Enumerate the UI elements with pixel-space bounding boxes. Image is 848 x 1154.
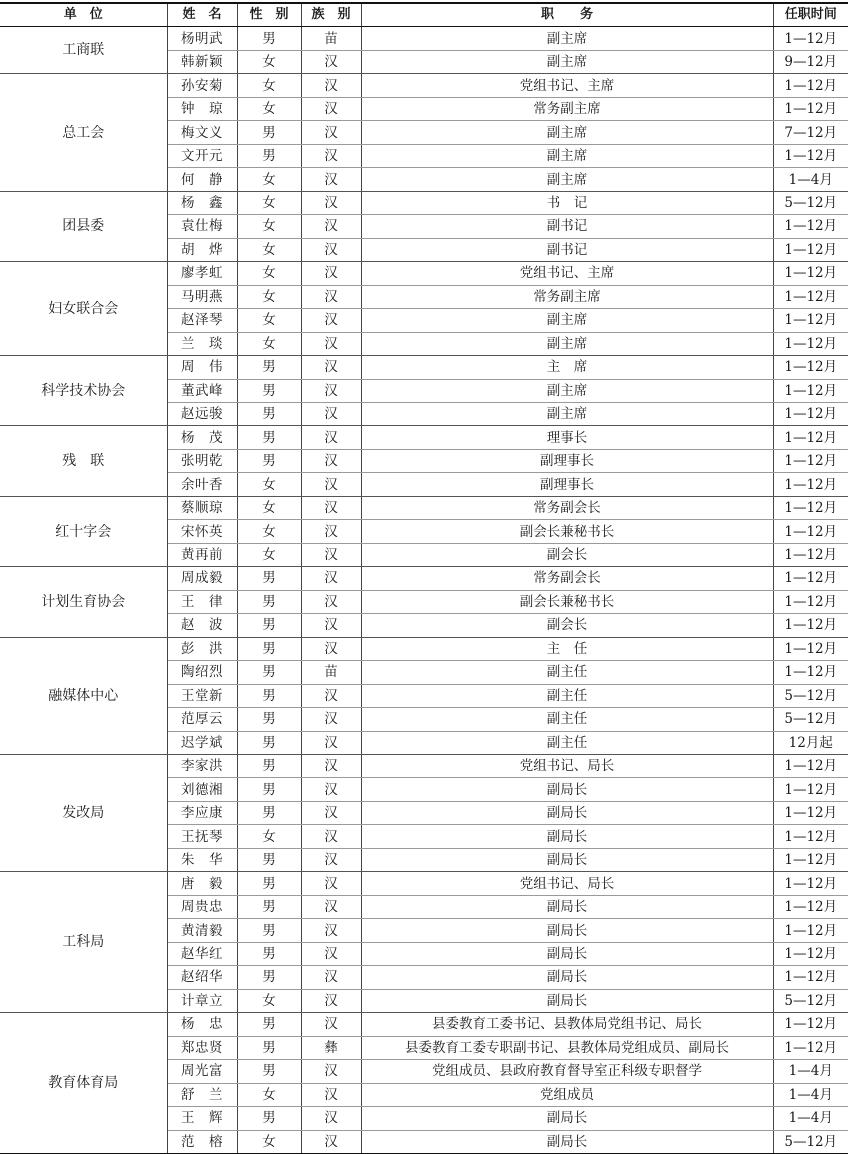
cell-position: 党组成员、县政府教育督导室正科级专职督学 [361, 1060, 773, 1083]
cell-unit: 红十字会 [0, 496, 167, 566]
cell-gender: 男 [237, 942, 301, 965]
cell-ethnicity: 汉 [301, 731, 361, 754]
cell-name: 韩新颖 [167, 50, 237, 73]
cell-term: 1—12月 [773, 637, 848, 660]
cell-term: 1—12月 [773, 1013, 848, 1036]
cell-ethnicity: 汉 [301, 496, 361, 519]
table-row [0, 27, 848, 50]
cell-name: 余叶香 [167, 473, 237, 496]
cell-position: 副局长 [361, 778, 773, 801]
cell-name: 周光富 [167, 1060, 237, 1083]
cell-gender: 男 [237, 402, 301, 425]
cell-position: 副主任 [361, 731, 773, 754]
cell-term: 1—12月 [773, 262, 848, 285]
cell-ethnicity: 汉 [301, 708, 361, 731]
cell-name: 王抚琴 [167, 825, 237, 848]
cell-ethnicity: 汉 [301, 684, 361, 707]
cell-name: 李应康 [167, 801, 237, 824]
cell-ethnicity: 汉 [301, 402, 361, 425]
cell-position: 副会长兼秘书长 [361, 590, 773, 613]
cell-ethnicity: 汉 [301, 215, 361, 238]
cell-ethnicity: 汉 [301, 778, 361, 801]
cell-name: 蔡顺琼 [167, 496, 237, 519]
cell-position: 副理事长 [361, 473, 773, 496]
cell-name: 陶绍烈 [167, 661, 237, 684]
cell-position: 副主席 [361, 144, 773, 167]
cell-name: 钟 琼 [167, 97, 237, 120]
cell-unit: 发改局 [0, 755, 167, 872]
cell-name: 范 榕 [167, 1130, 237, 1153]
header-unit: 单 位 [0, 3, 167, 27]
cell-ethnicity: 汉 [301, 379, 361, 402]
cell-term: 1—12月 [773, 74, 848, 97]
cell-ethnicity: 汉 [301, 332, 361, 355]
cell-ethnicity: 汉 [301, 590, 361, 613]
cell-gender: 男 [237, 1060, 301, 1083]
cell-term: 5—12月 [773, 684, 848, 707]
cell-gender: 男 [237, 27, 301, 50]
table-row [0, 496, 848, 519]
cell-ethnicity: 汉 [301, 567, 361, 590]
cell-ethnicity: 汉 [301, 520, 361, 543]
cell-position: 主 席 [361, 356, 773, 379]
cell-unit: 科学技术协会 [0, 356, 167, 426]
cell-term: 1—12月 [773, 238, 848, 261]
cell-name: 刘德湘 [167, 778, 237, 801]
cell-ethnicity: 汉 [301, 801, 361, 824]
cell-name: 赵 波 [167, 614, 237, 637]
cell-term: 1—12月 [773, 848, 848, 871]
personnel-table [0, 2, 848, 1154]
table-row [0, 872, 848, 895]
cell-position: 副书记 [361, 238, 773, 261]
cell-position: 常务副主席 [361, 285, 773, 308]
cell-name: 计章立 [167, 989, 237, 1012]
cell-ethnicity: 汉 [301, 989, 361, 1012]
cell-gender: 女 [237, 285, 301, 308]
cell-gender: 男 [237, 872, 301, 895]
cell-ethnicity: 汉 [301, 1013, 361, 1036]
cell-name: 赵远骏 [167, 402, 237, 425]
cell-position: 副主任 [361, 661, 773, 684]
cell-position: 副局长 [361, 1107, 773, 1130]
cell-gender: 女 [237, 215, 301, 238]
cell-ethnicity: 汉 [301, 262, 361, 285]
cell-name: 赵华红 [167, 942, 237, 965]
cell-name: 王堂新 [167, 684, 237, 707]
cell-position: 党组书记、主席 [361, 262, 773, 285]
cell-name: 张明乾 [167, 449, 237, 472]
cell-gender: 女 [237, 543, 301, 566]
cell-name: 朱 华 [167, 848, 237, 871]
cell-name: 黄再前 [167, 543, 237, 566]
cell-ethnicity: 汉 [301, 426, 361, 449]
cell-gender: 男 [237, 684, 301, 707]
cell-gender: 男 [237, 661, 301, 684]
cell-position: 副主席 [361, 168, 773, 191]
cell-ethnicity: 汉 [301, 238, 361, 261]
cell-name: 胡 烨 [167, 238, 237, 261]
cell-ethnicity: 彝 [301, 1036, 361, 1059]
cell-name: 王 律 [167, 590, 237, 613]
cell-position: 副主席 [361, 332, 773, 355]
cell-unit: 工商联 [0, 27, 167, 74]
cell-ethnicity: 汉 [301, 144, 361, 167]
cell-gender: 男 [237, 708, 301, 731]
cell-position: 副局长 [361, 848, 773, 871]
cell-gender: 男 [237, 144, 301, 167]
cell-name: 舒 兰 [167, 1083, 237, 1106]
cell-ethnicity: 苗 [301, 661, 361, 684]
cell-term: 7—12月 [773, 121, 848, 144]
table-row [0, 637, 848, 660]
cell-gender: 女 [237, 262, 301, 285]
cell-position: 副局长 [361, 942, 773, 965]
cell-ethnicity: 汉 [301, 966, 361, 989]
cell-gender: 女 [237, 309, 301, 332]
table-row [0, 74, 848, 97]
cell-name: 宋怀英 [167, 520, 237, 543]
cell-ethnicity: 苗 [301, 27, 361, 50]
cell-term: 1—12月 [773, 379, 848, 402]
cell-position: 副局长 [361, 919, 773, 942]
cell-term: 1—12月 [773, 895, 848, 918]
cell-term: 1—12月 [773, 402, 848, 425]
cell-name: 范厚云 [167, 708, 237, 731]
header-position: 职 务 [361, 3, 773, 27]
cell-unit: 总工会 [0, 74, 167, 191]
cell-gender: 女 [237, 332, 301, 355]
cell-position: 副主席 [361, 50, 773, 73]
cell-position: 副局长 [361, 966, 773, 989]
cell-position: 副会长 [361, 543, 773, 566]
cell-unit: 融媒体中心 [0, 637, 167, 754]
cell-gender: 男 [237, 731, 301, 754]
cell-name: 何 静 [167, 168, 237, 191]
cell-position: 常务副主席 [361, 97, 773, 120]
cell-position: 副主席 [361, 402, 773, 425]
cell-ethnicity: 汉 [301, 121, 361, 144]
cell-ethnicity: 汉 [301, 473, 361, 496]
cell-name: 廖孝虹 [167, 262, 237, 285]
table-row [0, 426, 848, 449]
cell-term: 1—12月 [773, 825, 848, 848]
table-row [0, 1013, 848, 1036]
table-body [0, 27, 848, 1154]
cell-gender: 男 [237, 426, 301, 449]
table-row [0, 567, 848, 590]
cell-ethnicity: 汉 [301, 50, 361, 73]
cell-term: 1—12月 [773, 27, 848, 50]
cell-position: 县委教育工委专职副书记、县教体局党组成员、副局长 [361, 1036, 773, 1059]
cell-name: 兰 琰 [167, 332, 237, 355]
cell-term: 1—12月 [773, 661, 848, 684]
cell-term: 1—12月 [773, 614, 848, 637]
cell-unit: 残 联 [0, 426, 167, 496]
cell-position: 书 记 [361, 191, 773, 214]
cell-name: 李家洪 [167, 755, 237, 778]
cell-term: 1—4月 [773, 1083, 848, 1106]
cell-term: 1—12月 [773, 543, 848, 566]
cell-position: 县委教育工委书记、县教体局党组书记、局长 [361, 1013, 773, 1036]
header-term: 任职时间 [773, 3, 848, 27]
cell-term: 1—4月 [773, 1060, 848, 1083]
cell-term: 1—12月 [773, 942, 848, 965]
cell-term: 5—12月 [773, 1130, 848, 1153]
cell-ethnicity: 汉 [301, 1130, 361, 1153]
cell-gender: 女 [237, 1130, 301, 1153]
cell-ethnicity: 汉 [301, 449, 361, 472]
cell-term: 1—12月 [773, 215, 848, 238]
cell-term: 1—12月 [773, 332, 848, 355]
header-row [0, 3, 848, 27]
cell-unit: 教育体育局 [0, 1013, 167, 1154]
cell-name: 孙安菊 [167, 74, 237, 97]
cell-gender: 男 [237, 848, 301, 871]
cell-gender: 男 [237, 590, 301, 613]
cell-ethnicity: 汉 [301, 848, 361, 871]
cell-gender: 男 [237, 801, 301, 824]
cell-ethnicity: 汉 [301, 614, 361, 637]
cell-ethnicity: 汉 [301, 74, 361, 97]
cell-ethnicity: 汉 [301, 872, 361, 895]
cell-ethnicity: 汉 [301, 1060, 361, 1083]
cell-ethnicity: 汉 [301, 919, 361, 942]
cell-position: 党组书记、局长 [361, 872, 773, 895]
cell-position: 副主席 [361, 309, 773, 332]
cell-ethnicity: 汉 [301, 543, 361, 566]
cell-term: 1—12月 [773, 919, 848, 942]
cell-term: 5—12月 [773, 708, 848, 731]
table-header [0, 3, 848, 27]
cell-position: 副局长 [361, 801, 773, 824]
cell-gender: 男 [237, 379, 301, 402]
cell-gender: 男 [237, 567, 301, 590]
cell-term: 9—12月 [773, 50, 848, 73]
cell-term: 1—12月 [773, 473, 848, 496]
cell-position: 副局长 [361, 895, 773, 918]
cell-position: 党组成员 [361, 1083, 773, 1106]
cell-gender: 男 [237, 966, 301, 989]
cell-gender: 女 [237, 473, 301, 496]
cell-position: 副局长 [361, 1130, 773, 1153]
cell-gender: 女 [237, 97, 301, 120]
cell-term: 1—12月 [773, 590, 848, 613]
cell-ethnicity: 汉 [301, 755, 361, 778]
cell-term: 1—4月 [773, 168, 848, 191]
cell-unit: 计划生育协会 [0, 567, 167, 637]
cell-gender: 女 [237, 496, 301, 519]
cell-gender: 男 [237, 778, 301, 801]
table-row [0, 262, 848, 285]
table-row [0, 191, 848, 214]
cell-name: 赵绍华 [167, 966, 237, 989]
cell-name: 杨明武 [167, 27, 237, 50]
cell-term: 1—12月 [773, 520, 848, 543]
cell-term: 1—12月 [773, 97, 848, 120]
cell-position: 副主席 [361, 121, 773, 144]
cell-ethnicity: 汉 [301, 309, 361, 332]
cell-term: 1—12月 [773, 755, 848, 778]
cell-position: 主 任 [361, 637, 773, 660]
cell-name: 周成毅 [167, 567, 237, 590]
cell-name: 郑忠贤 [167, 1036, 237, 1059]
cell-name: 黄清毅 [167, 919, 237, 942]
cell-gender: 女 [237, 520, 301, 543]
cell-name: 董武峰 [167, 379, 237, 402]
cell-position: 副主任 [361, 684, 773, 707]
cell-gender: 女 [237, 168, 301, 191]
header-name: 姓 名 [167, 3, 237, 27]
cell-position: 副主席 [361, 379, 773, 402]
cell-gender: 男 [237, 356, 301, 379]
cell-ethnicity: 汉 [301, 97, 361, 120]
cell-term: 5—12月 [773, 191, 848, 214]
cell-name: 文开元 [167, 144, 237, 167]
cell-gender: 男 [237, 1013, 301, 1036]
cell-term: 1—4月 [773, 1107, 848, 1130]
cell-ethnicity: 汉 [301, 191, 361, 214]
cell-term: 1—12月 [773, 144, 848, 167]
cell-position: 党组书记、局长 [361, 755, 773, 778]
cell-name: 周贵忠 [167, 895, 237, 918]
cell-gender: 男 [237, 895, 301, 918]
cell-term: 12月起 [773, 731, 848, 754]
cell-gender: 男 [237, 755, 301, 778]
cell-term: 1—12月 [773, 801, 848, 824]
cell-gender: 男 [237, 919, 301, 942]
cell-position: 常务副会长 [361, 496, 773, 519]
cell-position: 副理事长 [361, 449, 773, 472]
cell-term: 1—12月 [773, 778, 848, 801]
cell-gender: 女 [237, 989, 301, 1012]
cell-name: 杨 鑫 [167, 191, 237, 214]
table-row [0, 755, 848, 778]
cell-name: 迟学斌 [167, 731, 237, 754]
cell-term: 1—12月 [773, 496, 848, 519]
cell-name: 杨 忠 [167, 1013, 237, 1036]
cell-gender: 男 [237, 637, 301, 660]
cell-ethnicity: 汉 [301, 356, 361, 379]
cell-name: 赵泽琴 [167, 309, 237, 332]
cell-term: 1—12月 [773, 426, 848, 449]
cell-ethnicity: 汉 [301, 825, 361, 848]
cell-ethnicity: 汉 [301, 942, 361, 965]
cell-position: 理事长 [361, 426, 773, 449]
cell-gender: 女 [237, 191, 301, 214]
cell-unit: 工科局 [0, 872, 167, 1013]
cell-term: 1—12月 [773, 309, 848, 332]
cell-position: 副会长兼秘书长 [361, 520, 773, 543]
cell-position: 副书记 [361, 215, 773, 238]
cell-gender: 男 [237, 1107, 301, 1130]
cell-unit: 团县委 [0, 191, 167, 261]
cell-position: 副会长 [361, 614, 773, 637]
cell-gender: 女 [237, 825, 301, 848]
cell-term: 1—12月 [773, 449, 848, 472]
cell-position: 副局长 [361, 825, 773, 848]
cell-gender: 男 [237, 1036, 301, 1059]
cell-name: 马明燕 [167, 285, 237, 308]
cell-name: 袁仕梅 [167, 215, 237, 238]
header-ethnicity: 族 别 [301, 3, 361, 27]
cell-term: 1—12月 [773, 966, 848, 989]
cell-position: 副主任 [361, 708, 773, 731]
table-row [0, 356, 848, 379]
cell-term: 1—12月 [773, 872, 848, 895]
header-gender: 性 别 [237, 3, 301, 27]
cell-position: 党组书记、主席 [361, 74, 773, 97]
cell-ethnicity: 汉 [301, 895, 361, 918]
cell-gender: 男 [237, 614, 301, 637]
cell-position: 副局长 [361, 989, 773, 1012]
cell-ethnicity: 汉 [301, 285, 361, 308]
cell-gender: 女 [237, 238, 301, 261]
cell-gender: 女 [237, 50, 301, 73]
cell-term: 1—12月 [773, 356, 848, 379]
cell-position: 常务副会长 [361, 567, 773, 590]
cell-term: 1—12月 [773, 285, 848, 308]
cell-name: 王 辉 [167, 1107, 237, 1130]
cell-unit: 妇女联合会 [0, 262, 167, 356]
cell-gender: 女 [237, 74, 301, 97]
cell-ethnicity: 汉 [301, 168, 361, 191]
cell-gender: 男 [237, 121, 301, 144]
cell-ethnicity: 汉 [301, 1083, 361, 1106]
cell-name: 周 伟 [167, 356, 237, 379]
cell-position: 副主席 [361, 27, 773, 50]
cell-name: 唐 毅 [167, 872, 237, 895]
cell-name: 杨 茂 [167, 426, 237, 449]
cell-gender: 男 [237, 449, 301, 472]
cell-term: 1—12月 [773, 1036, 848, 1059]
cell-name: 梅文义 [167, 121, 237, 144]
cell-term: 1—12月 [773, 567, 848, 590]
cell-term: 5—12月 [773, 989, 848, 1012]
cell-ethnicity: 汉 [301, 637, 361, 660]
cell-gender: 女 [237, 1083, 301, 1106]
cell-name: 彭 洪 [167, 637, 237, 660]
cell-ethnicity: 汉 [301, 1107, 361, 1130]
